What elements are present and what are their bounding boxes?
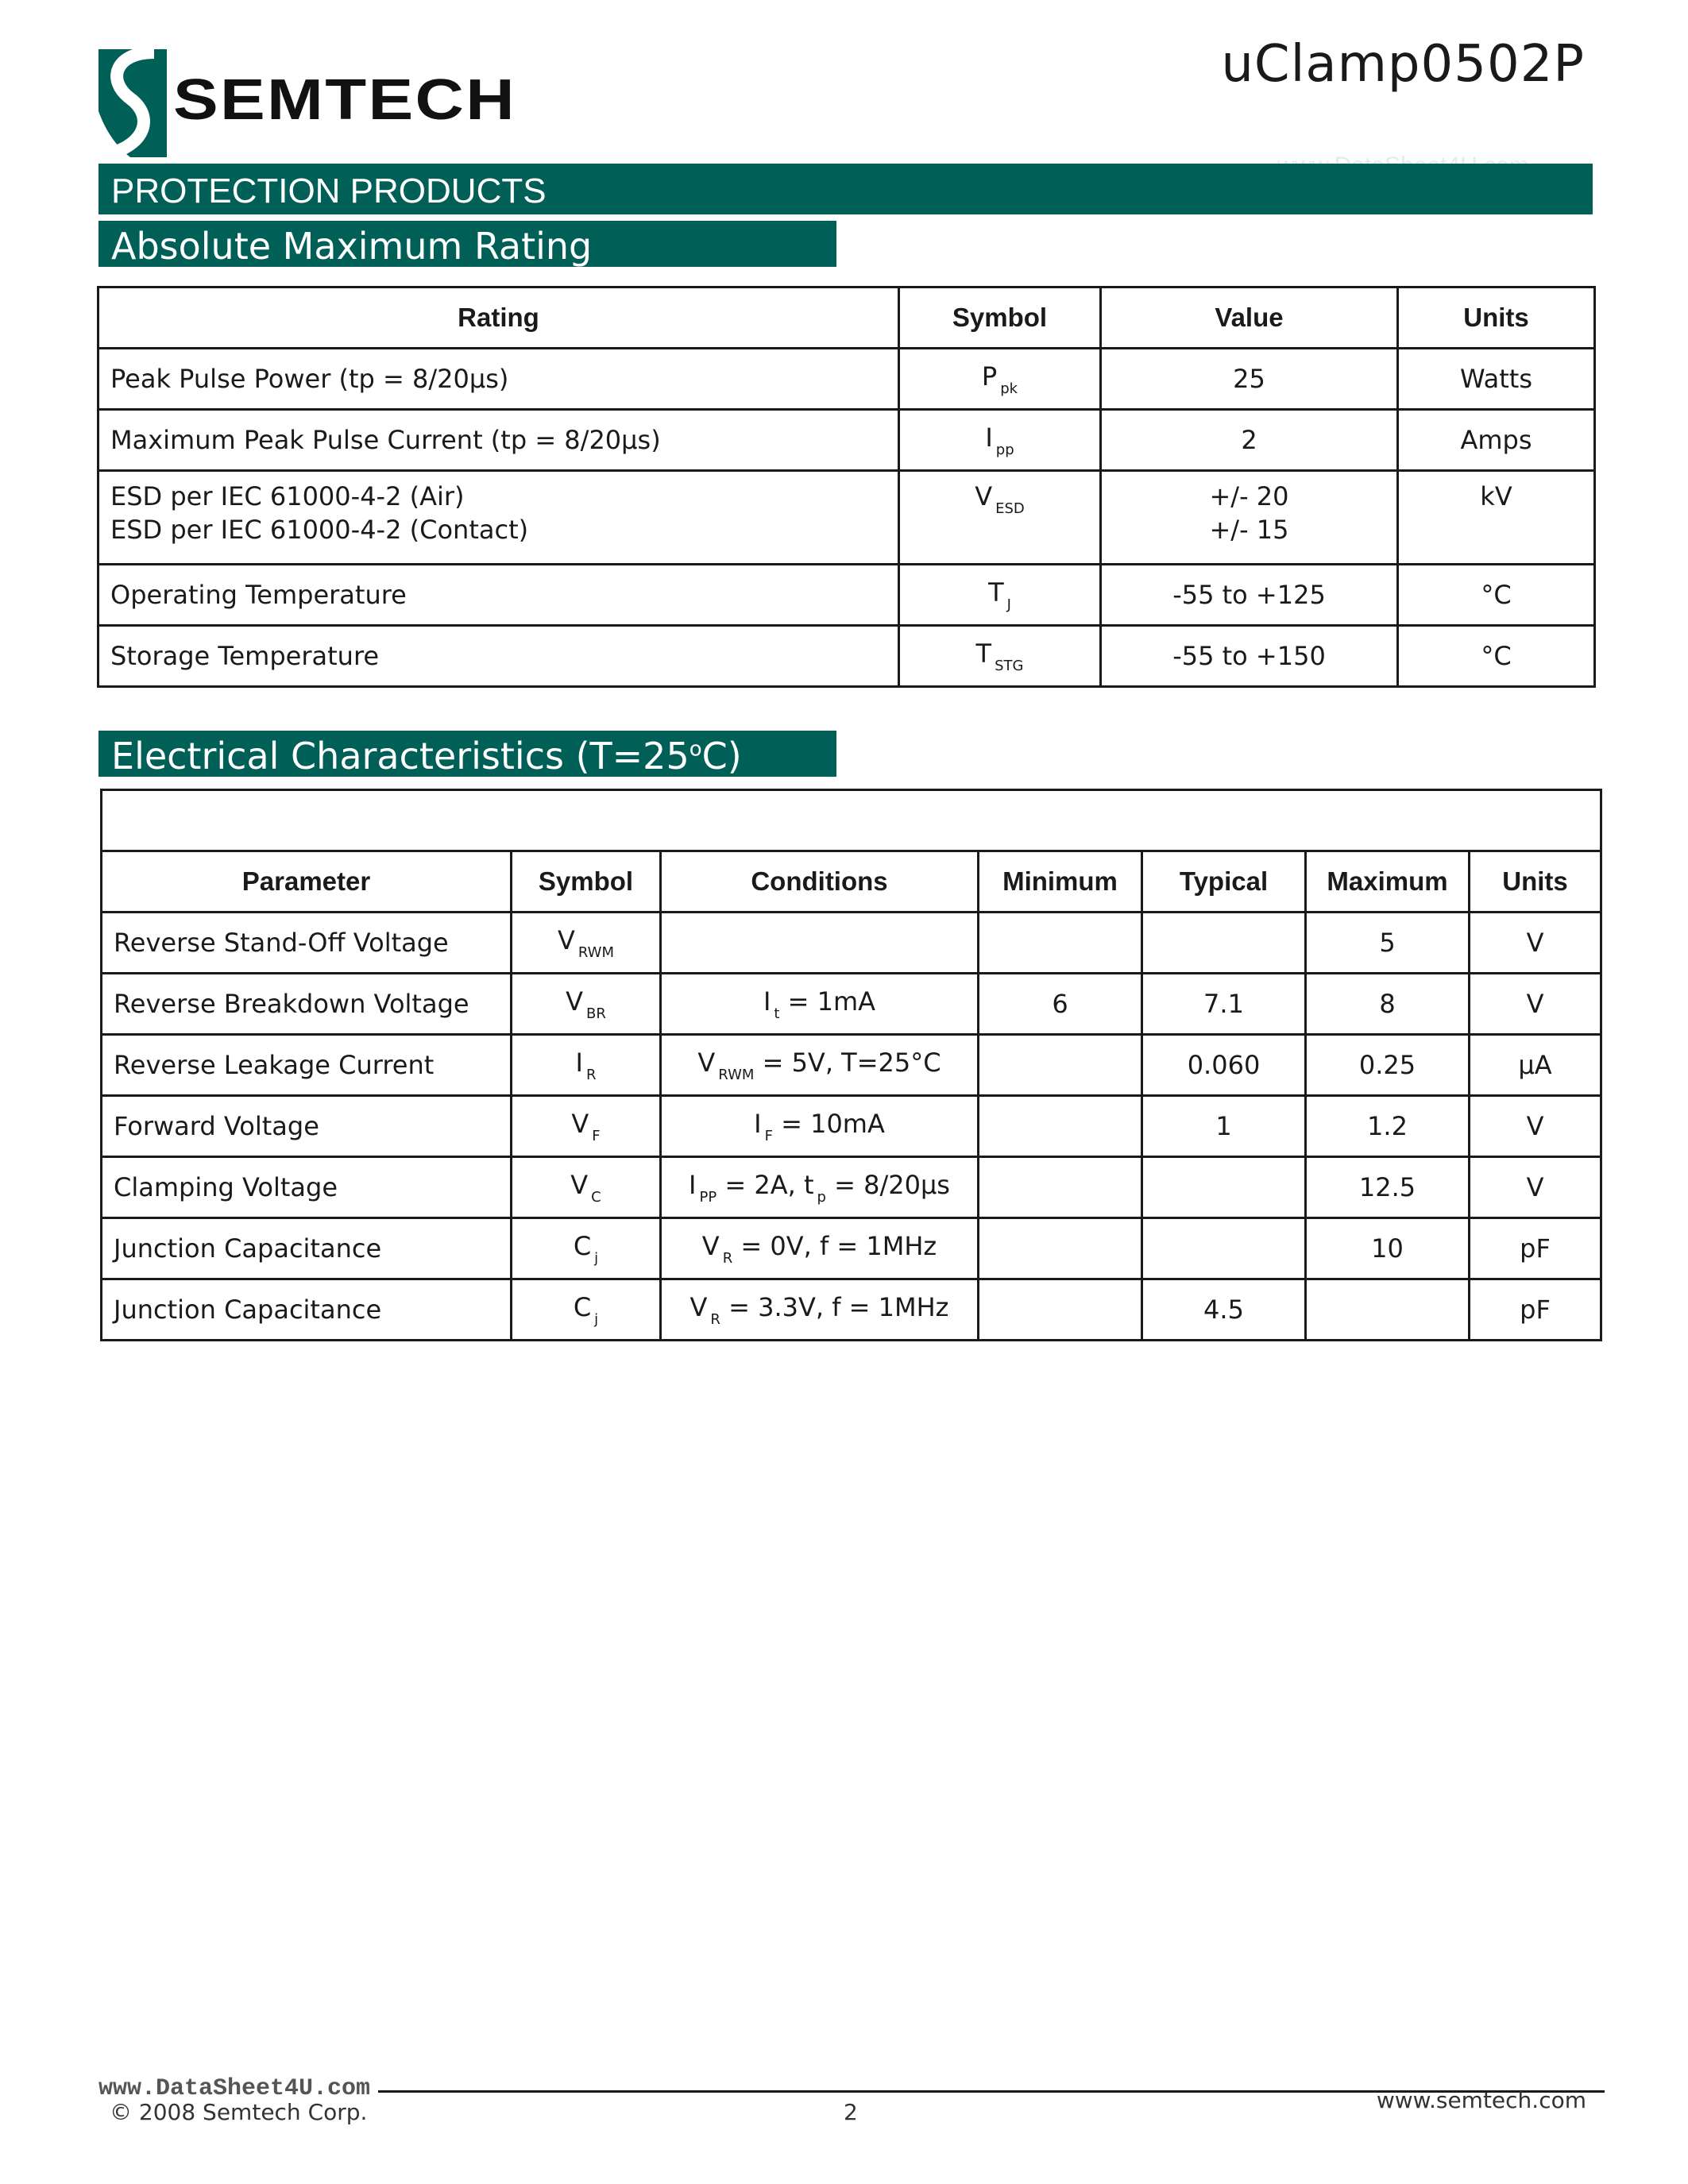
condition-text: = 10mA: [772, 1108, 885, 1139]
symbol-subscript: RWM: [577, 943, 614, 961]
units-cell: µA: [1470, 1035, 1601, 1096]
condition-symbol: I: [689, 1169, 697, 1200]
table-blank-row: [102, 790, 1601, 851]
condition-text: = 1mA: [779, 986, 876, 1017]
value-cell: [1101, 410, 1398, 471]
symbol-cell: [512, 913, 661, 974]
parameter-cell: Forward Voltage: [102, 1096, 512, 1157]
table-row: [98, 471, 1595, 565]
minimum-cell: [979, 913, 1142, 974]
condition-text: = 8/20µs: [825, 1169, 950, 1200]
symbol-letter: T: [975, 638, 992, 669]
part-number: uClamp0502P: [1221, 35, 1585, 94]
units-cell: V: [1470, 913, 1601, 974]
rating-text: ESD per IEC 61000-4-2 (Contact): [110, 515, 529, 545]
absolute-max-table: [97, 286, 1596, 688]
footer-copyright: © 2008 Semtech Corp.: [110, 2099, 368, 2125]
symbol-cell: [899, 626, 1101, 687]
condition-text: = 0V, f = 1MHz: [732, 1230, 937, 1261]
conditions-cell: [661, 1279, 979, 1341]
minimum-cell: [979, 1096, 1142, 1157]
table-row: [98, 410, 1595, 471]
table-header-row: [102, 851, 1601, 913]
typical-cell: 7.1: [1142, 974, 1306, 1035]
electrical-title-text: Electrical Characteristics $(T=25^oC)$: [111, 735, 742, 778]
semtech-s-mark-icon: [98, 49, 167, 157]
conditions-cell: [661, 1218, 979, 1279]
column-header: Symbol: [899, 287, 1101, 349]
parameter-cell: Reverse Breakdown Voltage: [102, 974, 512, 1035]
conditions-cell: [661, 1157, 979, 1218]
rating-text: Peak Pulse Power (tp = 8/20µs): [110, 364, 509, 394]
value-text: +/- 15: [1209, 515, 1289, 545]
symbol-cell: [899, 410, 1101, 471]
blank-cell: [102, 790, 1601, 851]
condition-subscript: R: [710, 1310, 720, 1328]
symbol-letter: I: [985, 422, 993, 453]
units-cell: °C: [1398, 565, 1595, 626]
units-cell: Amps: [1398, 410, 1595, 471]
rating-cell: [98, 565, 899, 626]
units-cell: V: [1470, 974, 1601, 1035]
rating-text: Operating Temperature: [110, 580, 407, 610]
symbol-letter: C: [573, 1291, 592, 1322]
electrical-characteristics-table: [100, 789, 1602, 1341]
symbol-subscript: STG: [995, 657, 1024, 674]
symbol-subscript: F: [592, 1127, 601, 1144]
maximum-cell: 5: [1306, 913, 1470, 974]
table-row: [102, 1157, 1601, 1218]
conditions-cell: [661, 974, 979, 1035]
column-header: Units: [1398, 287, 1595, 349]
symbol-subscript: pp: [995, 441, 1014, 458]
absolute-max-title-text: Absolute Maximum Rating: [111, 225, 593, 268]
table-row: [102, 1096, 1601, 1157]
table-row: [102, 913, 1601, 974]
maximum-cell: 1.2: [1306, 1096, 1470, 1157]
table-row: [102, 1218, 1601, 1279]
rating-cell: [98, 471, 899, 565]
condition-subscript: RWM: [718, 1066, 755, 1083]
conditions-cell: [661, 1035, 979, 1096]
units-cell: °C: [1398, 626, 1595, 687]
symbol-subscript: pk: [1000, 380, 1018, 397]
condition-text: = 5V, T=25°C: [754, 1047, 941, 1078]
condition-subscript: R: [722, 1249, 733, 1267]
value-cell: [1101, 565, 1398, 626]
units-cell: pF: [1470, 1279, 1601, 1341]
symbol-subscript: R: [585, 1066, 597, 1083]
condition-subscript: p: [817, 1188, 826, 1206]
condition-text: = 3.3V, f = 1MHz: [720, 1291, 949, 1322]
symbol-cell: [512, 1218, 661, 1279]
table-header-row: [98, 287, 1595, 349]
absolute-max-section-title: [98, 221, 836, 267]
footer-website: www.semtech.com: [1376, 2087, 1586, 2113]
symbol-letter: V: [571, 1108, 589, 1139]
condition-subscript: t: [774, 1005, 780, 1022]
column-header: Maximum: [1306, 851, 1470, 913]
column-header: Symbol: [512, 851, 661, 913]
symbol-cell: [899, 349, 1101, 410]
maximum-cell: 8: [1306, 974, 1470, 1035]
page-number: 2: [844, 2099, 858, 2125]
value-cell: [1101, 626, 1398, 687]
symbol-subscript: j: [594, 1249, 599, 1267]
rating-cell: [98, 626, 899, 687]
value-text: +/- 20: [1209, 481, 1289, 511]
symbol-letter: T: [988, 577, 1004, 608]
condition-subscript: F: [764, 1127, 773, 1144]
condition-subscript: PP: [699, 1188, 717, 1206]
symbol-cell: [899, 565, 1101, 626]
footer-watermark: www.DataSheet4U.com: [98, 2075, 378, 2102]
condition-symbol: V: [697, 1047, 716, 1078]
units-cell: Watts: [1398, 349, 1595, 410]
parameter-cell: Reverse Leakage Current: [102, 1035, 512, 1096]
rating-text: Maximum Peak Pulse Current (tp = 8/20µs): [110, 425, 661, 455]
symbol-subscript: J: [1006, 596, 1011, 613]
minimum-cell: [979, 1218, 1142, 1279]
condition-symbol: V: [689, 1291, 708, 1322]
symbol-cell: [512, 1096, 661, 1157]
table-row: [98, 349, 1595, 410]
conditions-cell: [661, 913, 979, 974]
rating-text: ESD per IEC 61000-4-2 (Air): [110, 481, 465, 511]
value-cell: [1101, 471, 1398, 565]
column-header: Conditions: [661, 851, 979, 913]
symbol-letter: C: [573, 1230, 592, 1261]
typical-cell: 4.5: [1142, 1279, 1306, 1341]
symbol-letter: I: [575, 1047, 583, 1078]
symbol-subscript: j: [594, 1310, 599, 1328]
table-row: [98, 626, 1595, 687]
units-cell: V: [1470, 1157, 1601, 1218]
column-header: Units: [1470, 851, 1601, 913]
minimum-cell: [979, 1035, 1142, 1096]
symbol-cell: [512, 1279, 661, 1341]
maximum-cell: 10: [1306, 1218, 1470, 1279]
value-text: 25: [1233, 364, 1265, 394]
units-cell: pF: [1470, 1218, 1601, 1279]
rating-text: Storage Temperature: [110, 641, 380, 671]
conditions-cell: [661, 1096, 979, 1157]
product-category-label: PROTECTION PRODUCTS: [111, 172, 547, 210]
parameter-cell: Junction Capacitance: [102, 1279, 512, 1341]
column-header: Rating: [98, 287, 899, 349]
maximum-cell: 0.25: [1306, 1035, 1470, 1096]
typical-cell: 0.060: [1142, 1035, 1306, 1096]
minimum-cell: 6: [979, 974, 1142, 1035]
electrical-section-title: [98, 731, 836, 777]
symbol-letter: V: [570, 1169, 589, 1200]
parameter-cell: Reverse Stand-Off Voltage: [102, 913, 512, 974]
symbol-letter: P: [981, 361, 998, 392]
symbol-subscript: C: [591, 1188, 601, 1206]
maximum-cell: 12.5: [1306, 1157, 1470, 1218]
typical-cell: [1142, 1218, 1306, 1279]
maximum-cell: [1306, 1279, 1470, 1341]
table-row: [98, 565, 1595, 626]
symbol-cell: [512, 1035, 661, 1096]
table-row: [102, 1279, 1601, 1341]
column-header: Value: [1101, 287, 1398, 349]
minimum-cell: [979, 1157, 1142, 1218]
logo-wordmark: SEMTECH: [173, 68, 516, 132]
symbol-subscript: BR: [586, 1005, 606, 1022]
semtech-logo: [98, 49, 591, 157]
rating-cell: [98, 349, 899, 410]
condition-text: = 2A, t: [717, 1169, 814, 1200]
typical-cell: 1: [1142, 1096, 1306, 1157]
minimum-cell: [979, 1279, 1142, 1341]
condition-symbol: V: [701, 1230, 720, 1261]
table-row: [102, 974, 1601, 1035]
symbol-letter: V: [975, 481, 993, 511]
value-text: 2: [1241, 425, 1257, 455]
typical-cell: [1142, 913, 1306, 974]
symbol-cell: [512, 974, 661, 1035]
symbol-cell: [899, 471, 1101, 565]
parameter-cell: Clamping Voltage: [102, 1157, 512, 1218]
product-category-band: [98, 164, 1593, 214]
condition-symbol: I: [754, 1108, 762, 1139]
table-row: [102, 1035, 1601, 1096]
value-text: -55 to +150: [1172, 641, 1326, 671]
units-cell: kV: [1398, 471, 1595, 565]
units-cell: V: [1470, 1096, 1601, 1157]
column-header: Parameter: [102, 851, 512, 913]
symbol-letter: V: [558, 924, 575, 955]
symbol-letter: V: [566, 986, 584, 1017]
symbol-cell: [512, 1157, 661, 1218]
column-header: Minimum: [979, 851, 1142, 913]
symbol-subscript: ESD: [995, 500, 1025, 517]
rating-cell: [98, 410, 899, 471]
parameter-cell: Junction Capacitance: [102, 1218, 512, 1279]
condition-symbol: I: [763, 986, 771, 1017]
value-text: -55 to +125: [1172, 580, 1326, 610]
value-cell: [1101, 349, 1398, 410]
typical-cell: [1142, 1157, 1306, 1218]
column-header: Typical: [1142, 851, 1306, 913]
